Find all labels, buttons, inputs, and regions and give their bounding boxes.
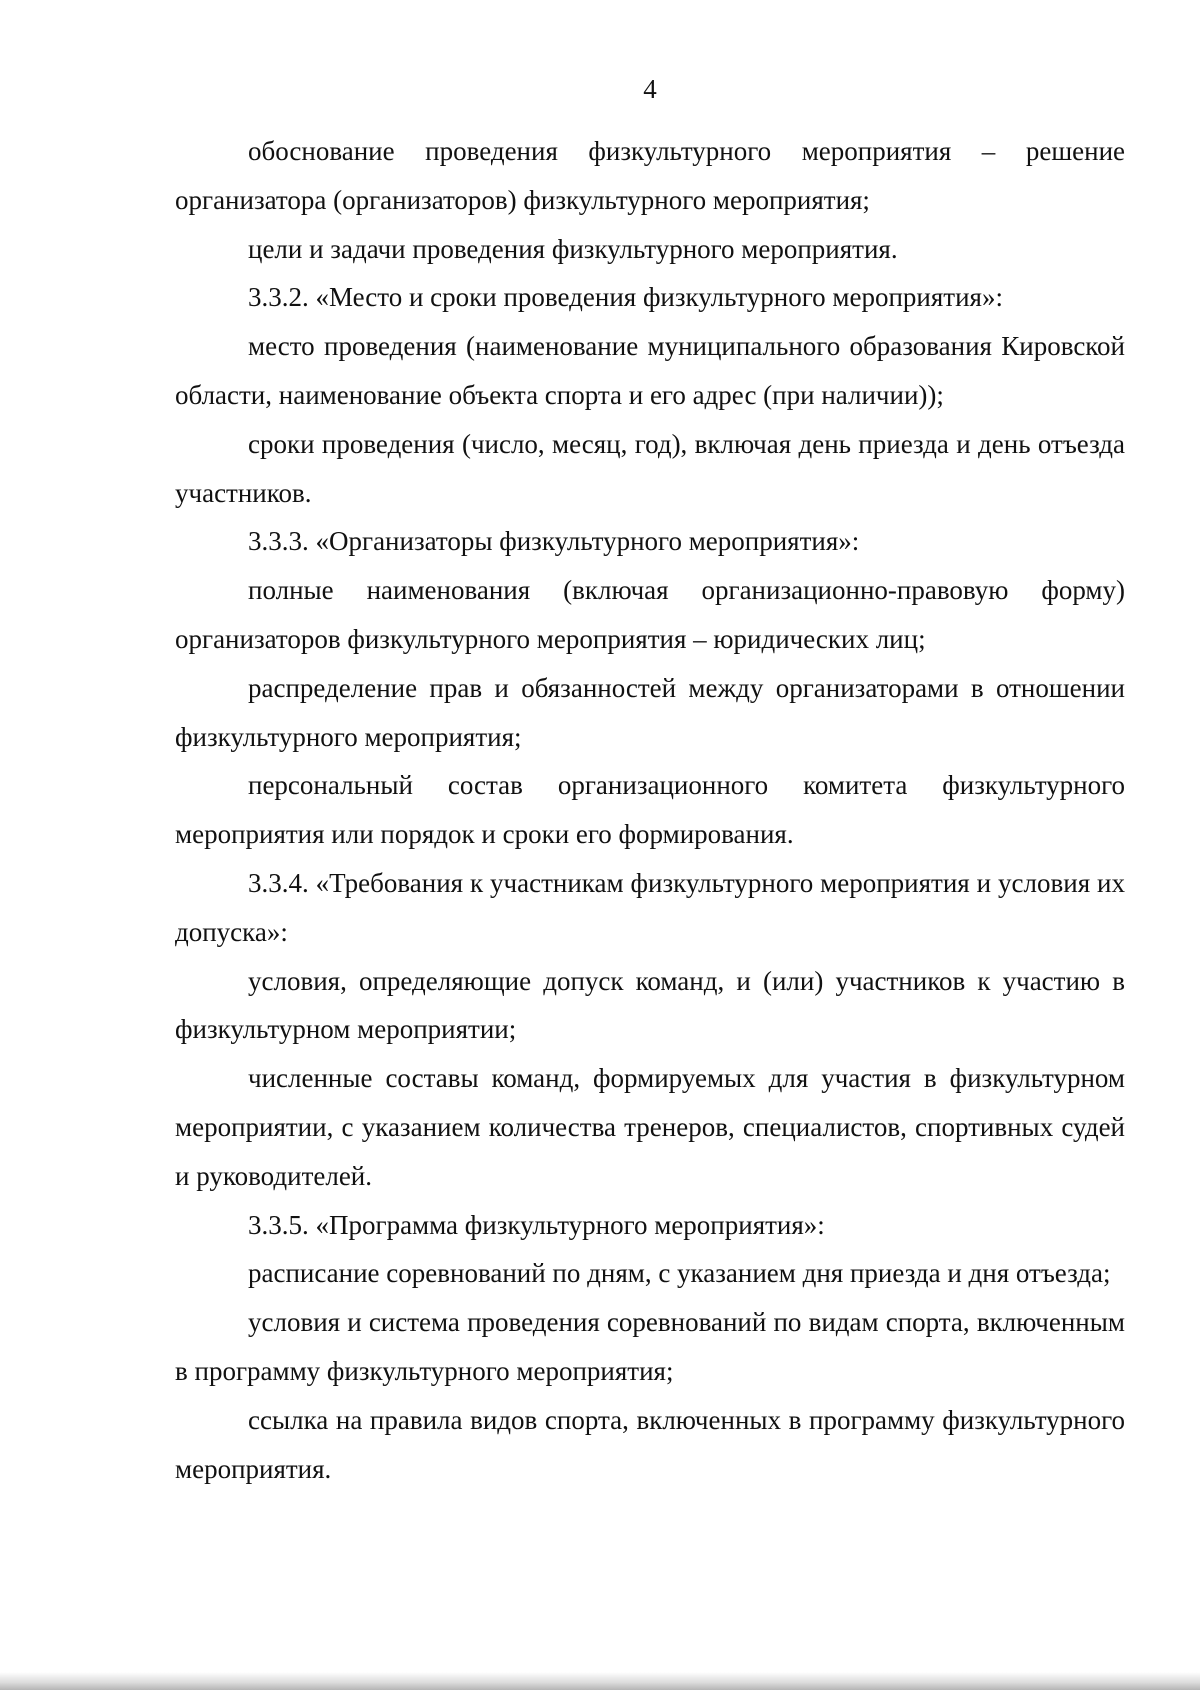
paragraph: сроки проведения (число, месяц, год), включая день приезда и день отъезда участников. bbox=[175, 428, 1125, 508]
paragraph: ссылка на правила видов спорта, включенных в программу физкультурного мероприятия. bbox=[175, 1404, 1125, 1484]
scan-edge-shadow bbox=[0, 1672, 1200, 1690]
section-heading-3-3-3: 3.3.3. «Организаторы физкультурного мероприятия»: bbox=[248, 526, 860, 557]
paragraph: цели и задачи проведения физкультурного мероприятия. bbox=[248, 233, 898, 264]
section-heading-3-3-2: 3.3.2. «Место и сроки проведения физкультурного мероприятия»: bbox=[248, 282, 1003, 313]
paragraph: обоснование проведения физкультурного мероприятия – решение организатора (организаторов) физкультурного мероприятия; bbox=[175, 136, 1125, 215]
paragraph: распределение прав и обязанностей между организаторами в отношении физкультурного мероприятия; bbox=[175, 672, 1125, 752]
section-heading-3-3-4: 3.3.4. «Требования к участникам физкультурного мероприятия и условия их допуска»: bbox=[175, 867, 1125, 947]
paragraph: полные наименования (включая организационно-правовую форму) организаторов физкультурного мероприятия – юридических лиц; bbox=[175, 575, 1125, 654]
paragraph: условия и система проведения соревнований по видам спорта, включенным в программу физкультурного мероприятия; bbox=[175, 1307, 1125, 1386]
page-number: 4 bbox=[643, 74, 657, 104]
paragraph: персональный состав организационного комитета физкультурного мероприятия или порядок и сроки его формирования. bbox=[175, 770, 1125, 850]
paragraph: расписание соревнований по дням, с указанием дня приезда и дня отъезда; bbox=[248, 1258, 1111, 1289]
document-body bbox=[175, 127, 1125, 1493]
paragraph: место проведения (наименование муниципального образования Кировской области, наименование объекта спорта и его адрес (при наличии)); bbox=[175, 331, 1125, 410]
paragraph: численные составы команд, формируемых для участия в физкультурном мероприятии, с указанием количества тренеров, специалистов, спортивных судей и руководителей. bbox=[175, 1063, 1125, 1191]
section-heading-3-3-5: 3.3.5. «Программа физкультурного мероприятия»: bbox=[248, 1209, 825, 1240]
paragraph: условия, определяющие допуск команд, и (или) участников к участию в физкультурном мероприятии; bbox=[175, 965, 1125, 1045]
